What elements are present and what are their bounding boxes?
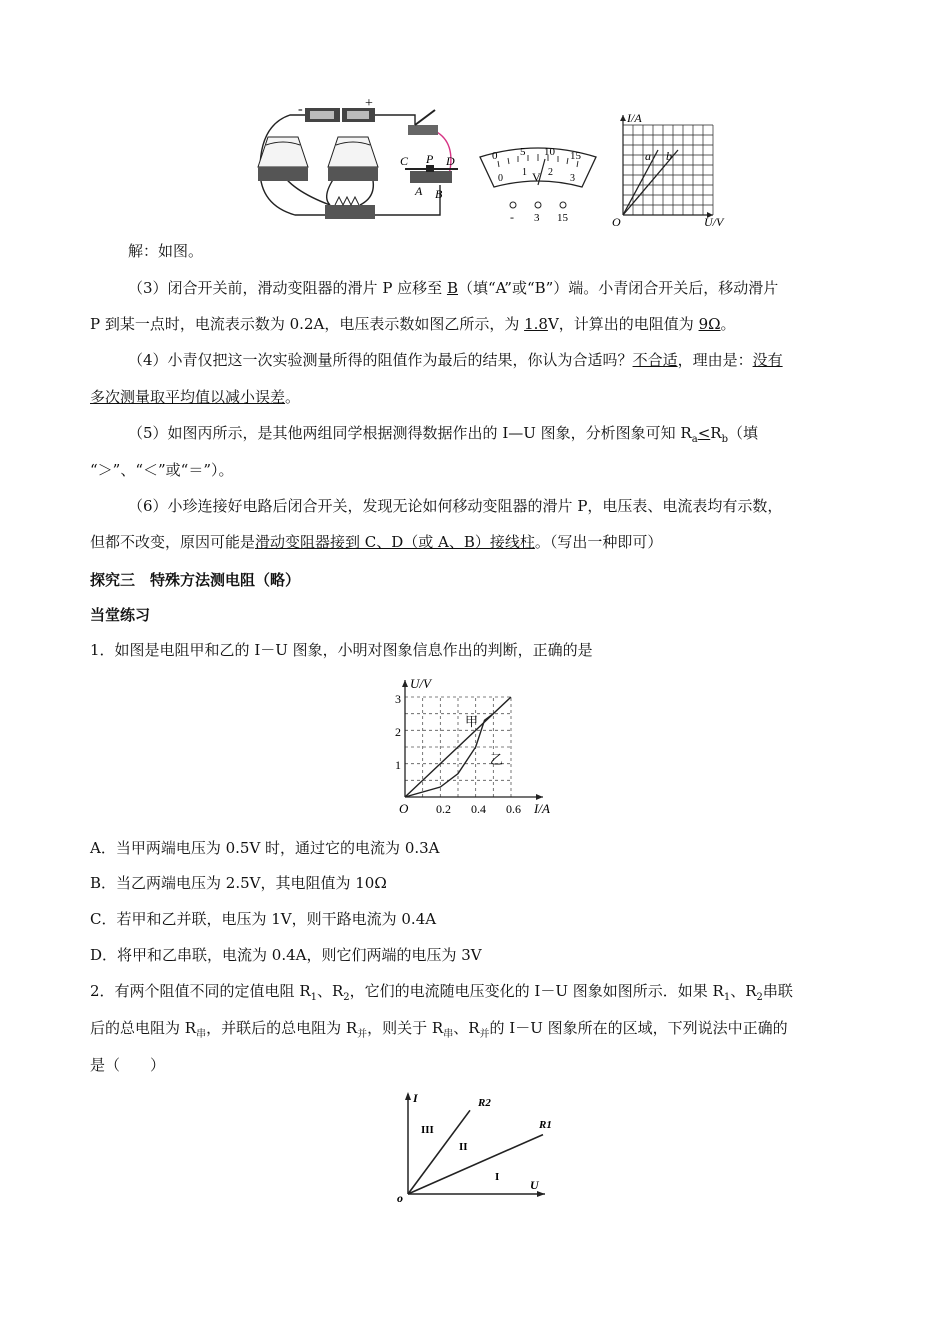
q3-answer-end: B [446, 279, 458, 297]
c2-label-r1: R1 [539, 1119, 552, 1131]
graph-origin: O [612, 215, 621, 229]
dial-inner-0: 0 [498, 173, 503, 184]
c2-label-r2: R2 [478, 1097, 491, 1109]
graph-x-label: U/V [704, 215, 724, 229]
c1-xtick-0.6: 0.6 [506, 802, 521, 816]
dial-inner-3: 3 [570, 173, 575, 184]
terminal-minus: - [510, 210, 514, 224]
ammeter-icon [258, 137, 308, 181]
c1-origin: O [399, 801, 409, 816]
q4-line-1: （4）小青仅把这一次实验测量所得的阻值作为最后的结果，你认为合适吗？不合适，理由是：没有 [128, 351, 783, 369]
p1-option-d: D．将甲和乙串联，电流为 0.4A，则它们两端的电压为 3V [90, 946, 482, 964]
q4-reason-part2: 多次测量取平均值以减小误差 [90, 388, 286, 406]
q3-line-1: （3）闭合开关前，滑动变阻器的滑片 P 应移至 B（填“A”或“B”）端。小青闭合开关后，移动滑片 [128, 279, 779, 297]
voltmeter-icon [328, 137, 378, 181]
q3-answer-voltage: 1.8 [524, 315, 548, 333]
practice-heading: 当堂练习 [90, 606, 151, 624]
solution-line: 解：如图。 [128, 242, 204, 260]
c2-region-ii: II [459, 1141, 468, 1153]
voltmeter-dial [478, 145, 598, 230]
c1-ytick-1: 1 [395, 758, 401, 772]
p1-stem: 1．如图是电阻甲和乙的 I－U 图象，小明对图象信息作出的判断，正确的是 [90, 641, 593, 659]
graph-label-a: a [645, 149, 651, 163]
c1-ylabel: U/V [410, 676, 431, 691]
battery-plus: + [365, 96, 373, 111]
p1-option-a: A．当甲两端电压为 0.5V 时，通过它的电流为 0.3A [90, 839, 440, 857]
p1-option-c: C．若甲和乙并联，电压为 1V，则干路电流为 0.4A [90, 910, 437, 928]
c2-xlabel: U [530, 1178, 539, 1192]
ui-chart-jia-yi [395, 672, 565, 820]
c1-label-jia: 甲 [465, 714, 479, 729]
c1-xtick-0.2: 0.2 [436, 802, 451, 816]
q5-line-2: “＞”、“＜”或“＝”）。 [90, 461, 234, 479]
c1-label-yi: 乙 [490, 752, 504, 767]
dial-inner-2: 2 [548, 167, 553, 178]
terminal-3: 3 [534, 212, 540, 224]
q4-line-2: 多次测量取平均值以减小误差。 [90, 388, 301, 406]
c1-xlabel: I/A [534, 801, 550, 816]
battery-minus: - [298, 102, 303, 117]
p2-line-3: 是（ ） [90, 1056, 166, 1074]
dial-outer-0: 0 [492, 150, 498, 162]
q6-line-1: （6）小珍连接好电路后闭合开关，发现无论如何移动变阻器的滑片 P，电压表、电流表均有示数， [128, 497, 783, 515]
rheostat-label-a: A [415, 184, 423, 198]
circuit-diagram [250, 95, 480, 230]
q4-reason-part1: 没有 [752, 351, 783, 369]
c1-ytick-3: 3 [395, 692, 401, 706]
switch-icon [408, 110, 438, 135]
c2-region-i: I [495, 1171, 500, 1183]
c2-region-iii: III [421, 1124, 434, 1136]
rheostat-label-b: B [435, 187, 443, 201]
dial-outer-15: 15 [570, 150, 581, 162]
q6-line-2: 但都不改变，原因可能是滑动变阻器接到 C、D（或 A、B）接线柱。（写出一种即可） [90, 533, 663, 551]
dial-inner-1: 1 [522, 167, 527, 178]
q5-answer: < [697, 424, 711, 442]
dial-unit: V [532, 170, 541, 184]
q3-line-2: P 到某一点时，电流表示数为 0.2A，电压表示数如图乙所示，为 1.8V，计算出的电阻值为 9Ω。 [90, 315, 736, 333]
q4-answer: 不合适 [632, 351, 678, 369]
p1-option-b: B．当乙两端电压为 2.5V，其电阻值为 10Ω [90, 874, 387, 892]
dial-outer-10: 10 [544, 146, 555, 158]
c2-origin: o [397, 1191, 403, 1205]
graph-label-b: b [666, 149, 672, 163]
iu-graph-ab [608, 110, 728, 230]
section-3-heading: 探究三 特殊方法测电阻（略） [90, 571, 301, 589]
rheostat-label-c: C [400, 154, 409, 168]
c1-xtick-0.4: 0.4 [471, 802, 486, 816]
q6-answer: 滑动变阻器接到 C、D（或 A、B）接线柱 [255, 533, 535, 551]
terminal-15: 15 [557, 212, 568, 224]
iu-chart-r1-r2 [393, 1088, 563, 1203]
dial-outer-5: 5 [520, 146, 526, 158]
c2-ylabel: I [413, 1091, 418, 1105]
graph-y-label: I/A [627, 111, 642, 125]
q3-answer-resistance: 9Ω [698, 315, 721, 333]
p2-line-2: 后的总电阻为 $R_串$，并联后的总电阻为 $R_并$，则关于 $R_串$、$R_并$的 I－U 图象所在的区域，下列说法中正确的 [90, 1019, 788, 1040]
c1-ytick-2: 2 [395, 725, 401, 739]
rheostat-label-d: D [446, 154, 455, 168]
rheostat-label-p: P [426, 152, 434, 166]
c2-series-r1 [408, 1135, 543, 1194]
p2-line-1: 2．有两个阻值不同的定值电阻 $R_1$、$R_2$，它们的电流随电压变化的 I－U 图象如图所示．如果 $R_1$、$R_2$串联 [90, 982, 793, 1003]
q5-line-1: （5）如图丙所示，是其他两组同学根据测得数据作出的 I—U 图象，分析图象可知 $R_a<R_b$（填 [128, 424, 758, 445]
